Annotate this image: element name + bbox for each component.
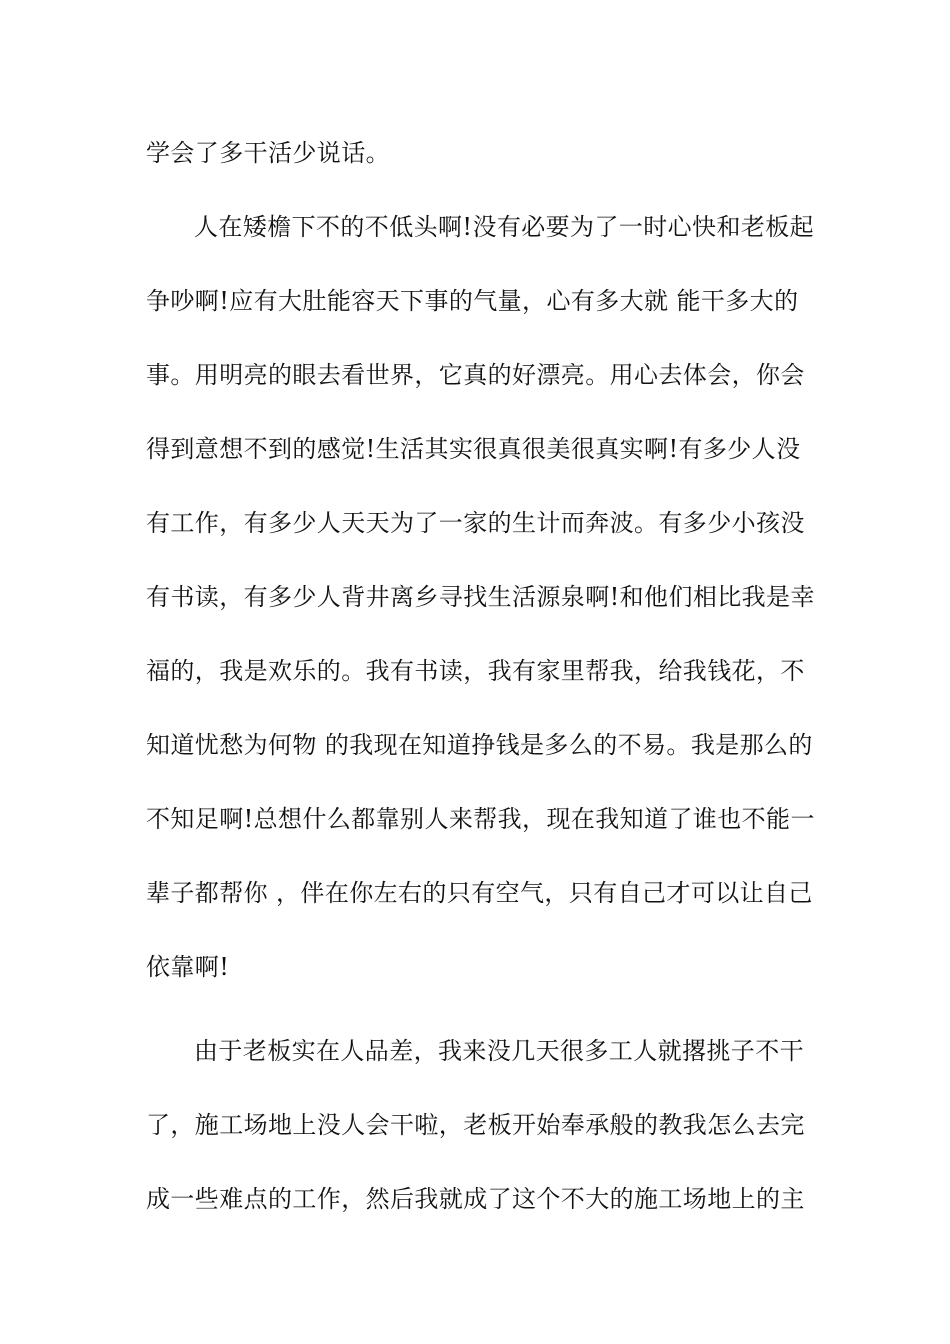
text-line: 争吵啊!应有大肚能容天下事的气量，心有多大就 能干多大的: [146, 287, 799, 315]
text-line: 知道忧愁为何物 的我现在知道挣钱是多么的不易。我是那么的: [146, 731, 813, 759]
text-line: 有工作，有多少人天天为了一家的生计而奔波。有多少小孩没: [146, 509, 805, 537]
text-line: 依靠啊!: [146, 953, 230, 981]
text-line: 辈子都帮你 ，伴在你左右的只有空气，只有自己才可以让自己: [146, 879, 813, 907]
text-line: 学会了多干活少说话。: [146, 139, 390, 167]
text-line: 了，施工场地上没人会干啦，老板开始奉承般的教我怎么去完: [146, 1111, 805, 1139]
text-line: 得到意想不到的感觉!生活其实很真很美很真实啊!有多少人没: [146, 435, 801, 463]
text-line: 成一些难点的工作，然后我就成了这个不大的施工场地上的主: [146, 1185, 805, 1213]
text-line: 不知足啊!总想什么都靠别人来帮我，现在我知道了谁也不能一: [146, 805, 815, 833]
paragraph-first-line: 人在矮檐下不的不低头啊!没有必要为了一时心快和老板起: [194, 213, 815, 241]
text-line: 事。用明亮的眼去看世界，它真的好漂亮。用心去体会，你会: [146, 361, 805, 389]
text-line: 福的，我是欢乐的。我有书读，我有家里帮我，给我钱花，不: [146, 657, 805, 685]
paragraph-first-line: 由于老板实在人品差，我来没几天很多工人就撂挑子不干: [194, 1037, 804, 1065]
text-line: 有书读，有多少人背井离乡寻找生活源泉啊!和他们相比我是幸: [146, 583, 815, 611]
